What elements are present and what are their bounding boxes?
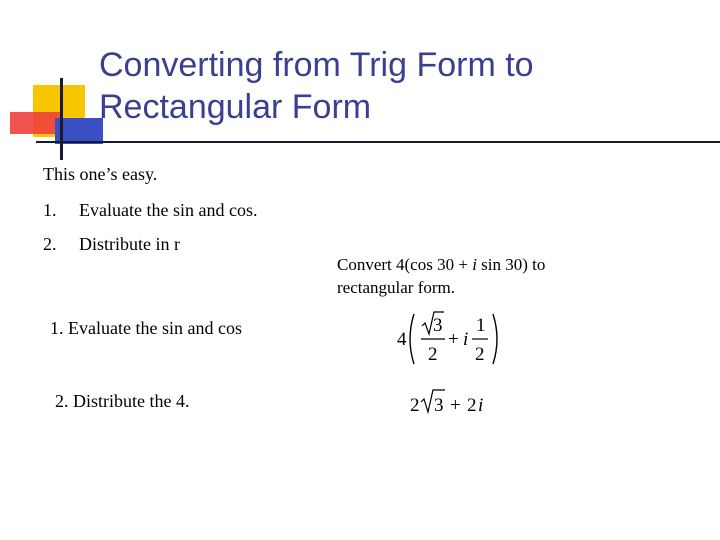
imaginary-unit: i [472,255,477,274]
expression-result [407,386,507,420]
expr1-coefficient: 4 [397,329,407,350]
slide-title [99,44,699,128]
step-1 [43,199,257,221]
problem-line-2: rectangular form. [337,278,455,297]
expr2-coefficient-2: 2 [467,395,477,416]
expr1-i: i [463,329,469,350]
expr2-coefficient: 2 [410,395,420,416]
problem-statement [337,253,545,299]
title-underline [36,141,720,143]
expr1-plus: + [448,329,459,350]
expr1-denominator-1: 2 [428,344,438,365]
step-2-number: 2. [43,234,57,254]
title-line-2: Rectangular Form [99,88,372,126]
decor-vertical-line [60,78,63,160]
expr2-i: i [478,395,484,416]
expr1-numerator-2: 1 [476,315,486,336]
expr1-numerator-1: 3 [433,315,443,336]
step-1-text: Evaluate the sin and cos. [79,200,258,220]
intro-text: This one’s easy. [43,164,158,184]
step-2 [43,233,180,255]
decor-red-bar [10,112,60,134]
expr1-denominator-2: 2 [475,344,485,365]
expr2-radicand: 3 [434,395,444,416]
expr1-right-paren [493,314,497,364]
title-line-1: Converting from Trig Form to [99,46,534,84]
step-2-text: Distribute in r [79,234,180,254]
worked-step-2: 2. Distribute the 4. [55,391,190,411]
problem-line-1: Convert 4(cos 30 + i sin 30) to [337,255,546,274]
expr2-plus: + [450,395,461,416]
step-1-number: 1. [43,200,57,220]
expression-evaluated [394,308,504,370]
worked-step-1: 1. Evaluate the sin and cos [50,318,242,338]
expr1-left-paren [410,314,414,364]
